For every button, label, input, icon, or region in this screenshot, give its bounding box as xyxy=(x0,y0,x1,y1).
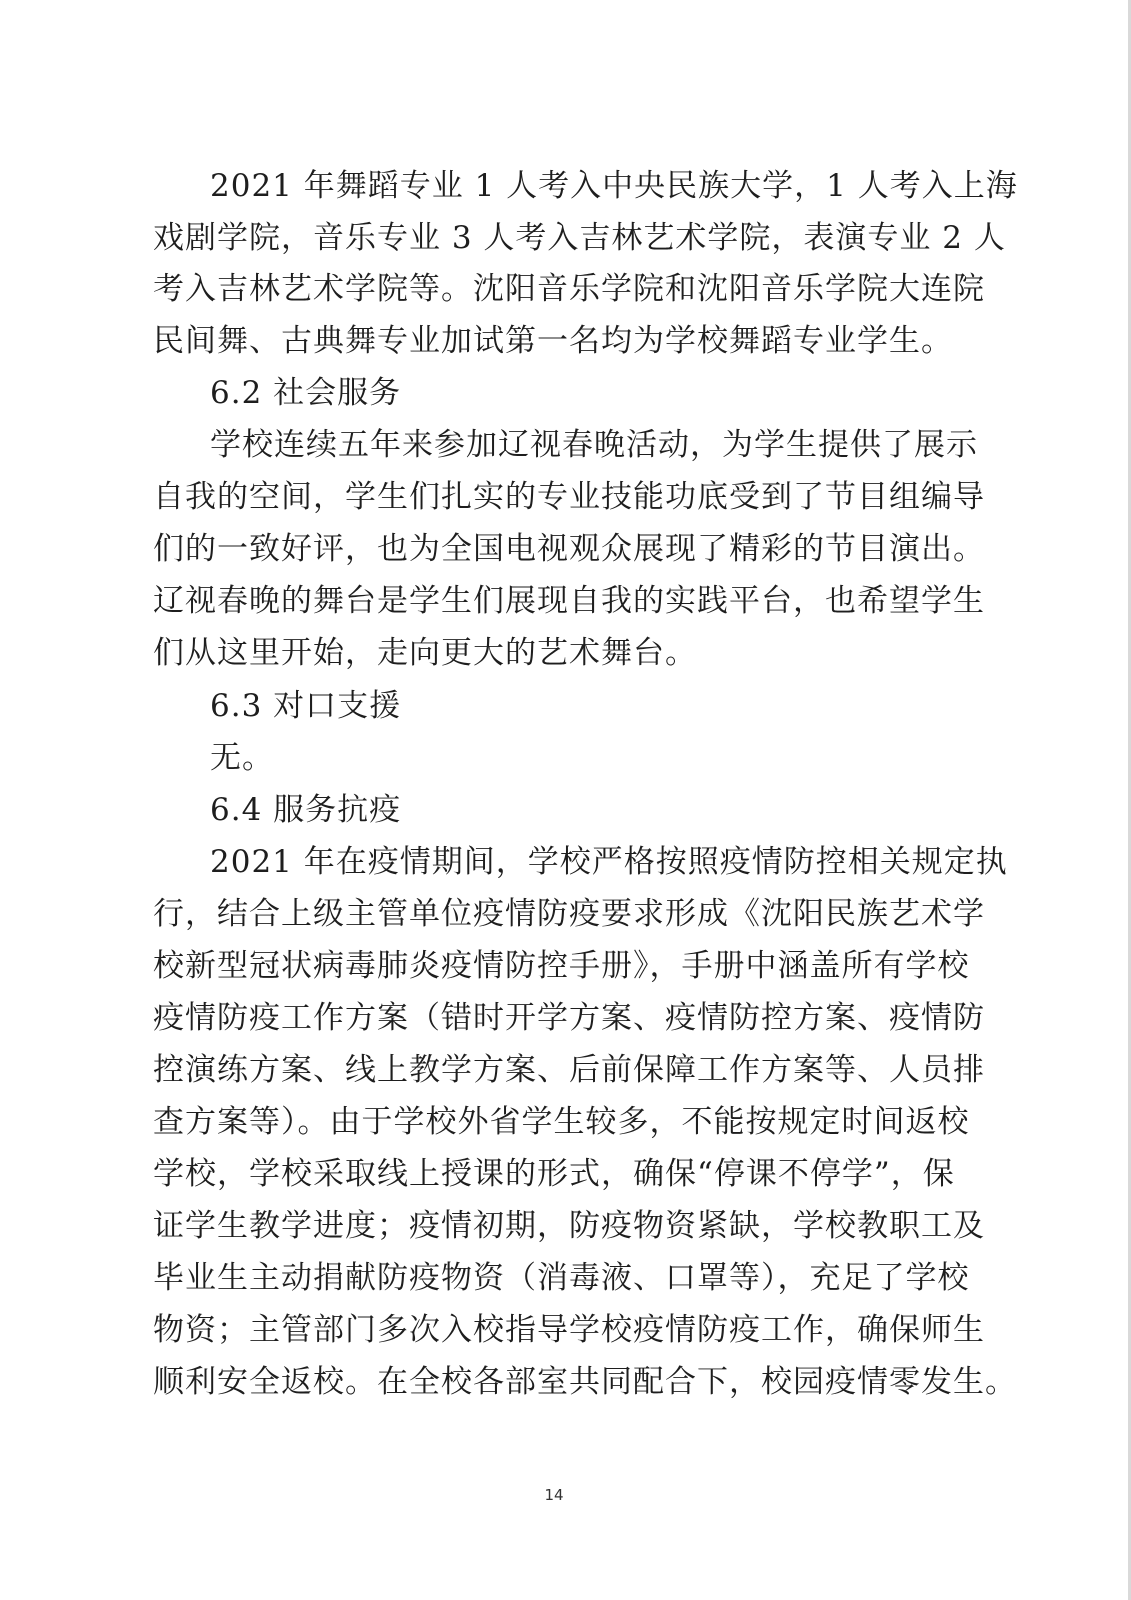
paragraph-line: 学校连续五年来参加辽视春晚活动，为学生提供了展示 xyxy=(210,427,978,463)
section-heading-6-3: 6.3 对口支援 xyxy=(210,688,402,724)
paragraph-line: 查方案等）。由于学校外省学生较多，不能按规定时间返校 xyxy=(153,1104,970,1140)
paragraph-line: 自我的空间，学生们扎实的专业技能功底受到了节目组编导 xyxy=(153,479,985,515)
paragraph-line: 学校，学校采取线上授课的形式，确保“停课不停学”，保 xyxy=(153,1156,955,1192)
paragraph-line: 2021 年舞蹈专业 1 人考入中央民族大学，1 人考入上海 xyxy=(210,168,1018,204)
paragraph-line: 们的一致好评，也为全国电视观众展现了精彩的节目演出。 xyxy=(153,531,985,567)
paragraph-line: 控演练方案、线上教学方案、后前保障工作方案等、人员排 xyxy=(153,1052,985,1088)
paragraph-line: 们从这里开始，走向更大的艺术舞台。 xyxy=(153,635,697,671)
section-heading-6-4: 6.4 服务抗疫 xyxy=(210,792,402,828)
paragraph-line: 疫情防疫工作方案（错时开学方案、疫情防控方案、疫情防 xyxy=(153,1000,985,1036)
paragraph-line: 2021 年在疫情期间，学校严格按照疫情防控相关规定执 xyxy=(210,844,1008,880)
paragraph-line: 物资；主管部门多次入校指导学校疫情防疫工作，确保师生 xyxy=(153,1312,985,1348)
paragraph-line: 证学生教学进度；疫情初期，防疫物资紧缺，学校教职工及 xyxy=(153,1208,985,1244)
section-heading-6-2: 6.2 社会服务 xyxy=(210,375,402,411)
paragraph-line: 毕业生主动捐献防疫物资（消毒液、口罩等），充足了学校 xyxy=(153,1260,970,1296)
paragraph-line: 民间舞、古典舞专业加试第一名均为学校舞蹈专业学生。 xyxy=(153,323,953,359)
page-number: 14 xyxy=(544,1486,564,1504)
paragraph-line: 校新型冠状病毒肺炎疫情防控手册》，手册中涵盖所有学校 xyxy=(153,948,970,984)
paragraph-line: 行，结合上级主管单位疫情防疫要求形成《沈阳民族艺术学 xyxy=(153,896,985,932)
paragraph-line: 辽视春晚的舞台是学生们展现自我的实践平台，也希望学生 xyxy=(153,583,985,619)
paragraph-line: 戏剧学院，音乐专业 3 人考入吉林艺术学院，表演专业 2 人 xyxy=(153,220,1006,256)
paragraph-line: 考入吉林艺术学院等。沈阳音乐学院和沈阳音乐学院大连院 xyxy=(153,271,985,307)
paragraph-line: 顺利安全返校。在全校各部室共同配合下，校园疫情零发生。 xyxy=(153,1364,1017,1400)
paragraph-line: 无。 xyxy=(210,740,274,776)
